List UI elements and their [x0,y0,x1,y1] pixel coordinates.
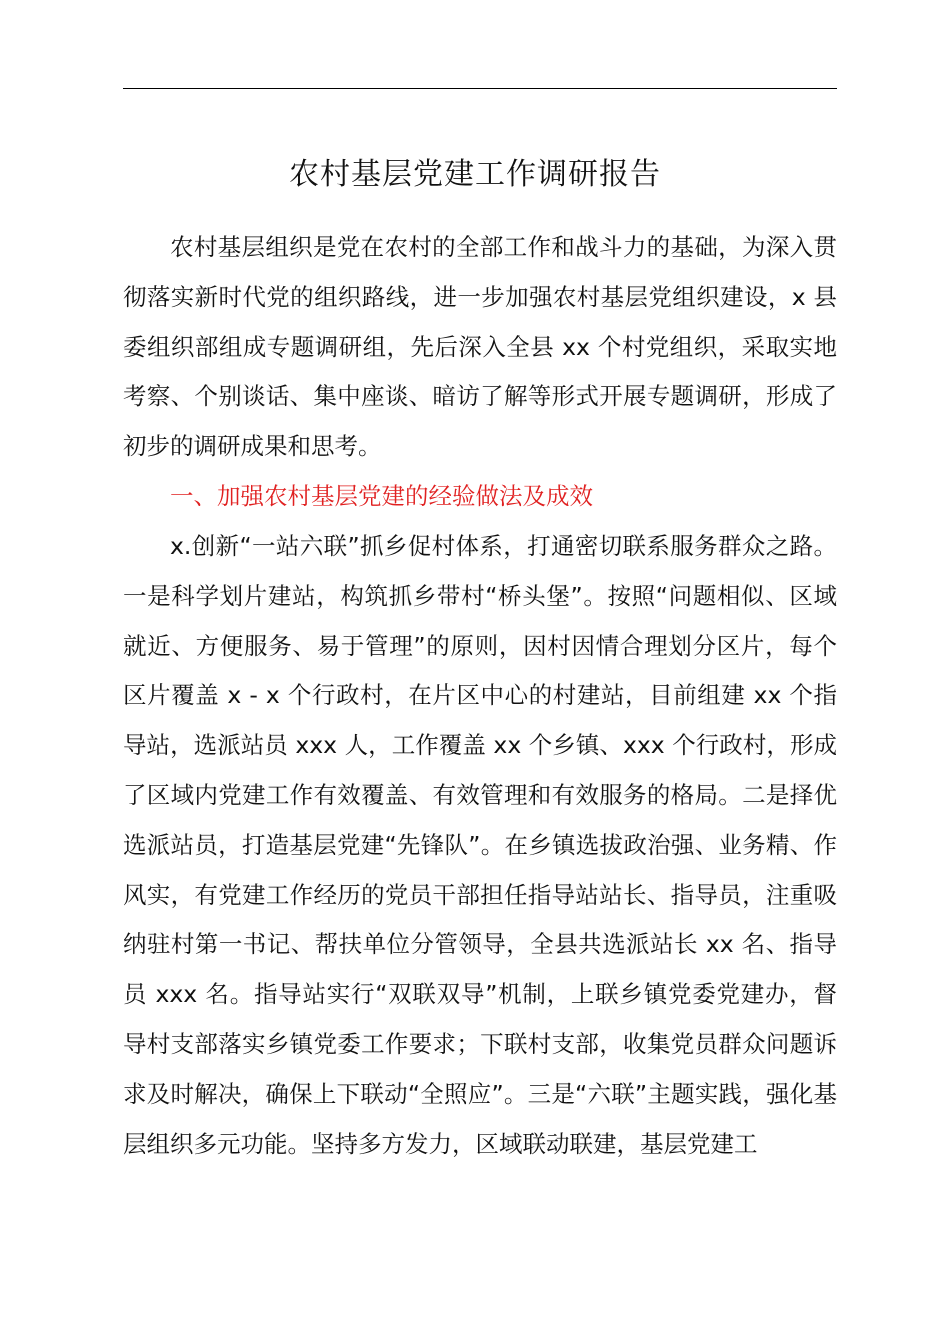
header-rule [123,88,837,89]
section-1-paragraph: x.创新“一站六联”抓乡促村体系，打通密切联系服务群众之路。一是科学划片建站，构筑抓乡带村“桥头堡”。按照“问题相似、区域就近、方便服务、易于管理”的原则，因村因情合理划分区片，每个区片覆盖 x - x 个行政村，在片区中心的村建站，目前组建 xx 个指导站，选派站员 xxx 人，工作覆盖 xx 个乡镇、xxx 个行政村，形成了区域内党建工作有效覆盖、有效管理和有效服务的格局。二是择优选派站员，打造基层党建“先锋队”。在乡镇选拔政治强、业务精、作风实，有党建工作经历的党员干部担任指导站站长、指导员，注重吸纳驻村第一书记、帮扶单位分管领导，全县共选派站长 xx 名、指导员 xxx 名。指导站实行“双联双导”机制，上联乡镇党委党建办，督导村支部落实乡镇党委工作要求；下联村支部，收集党员群众问题诉求及时解决，确保上下联动“全照应”。三是“六联”主题实践，强化基层组织多元功能。坚持多方发力，区域联动联建，基层党建工 [123,532,837,1158]
section-heading-1: 一、加强农村基层党建的经验做法及成效 [170,482,593,510]
document-title: 农村基层党建工作调研报告 [289,157,661,192]
intro-paragraph: 农村基层组织是党在农村的全部工作和战斗力的基础，为深入贯彻落实新时代党的组织路线，进一步加强农村基层党组织建设，x 县委组织部组成专题调研组，先后深入全县 xx 个村党组织，采取实地考察、个别谈话、集中座谈、暗访了解等形式开展专题调研，形成了初步的调研成果和思考。 [123,233,837,461]
